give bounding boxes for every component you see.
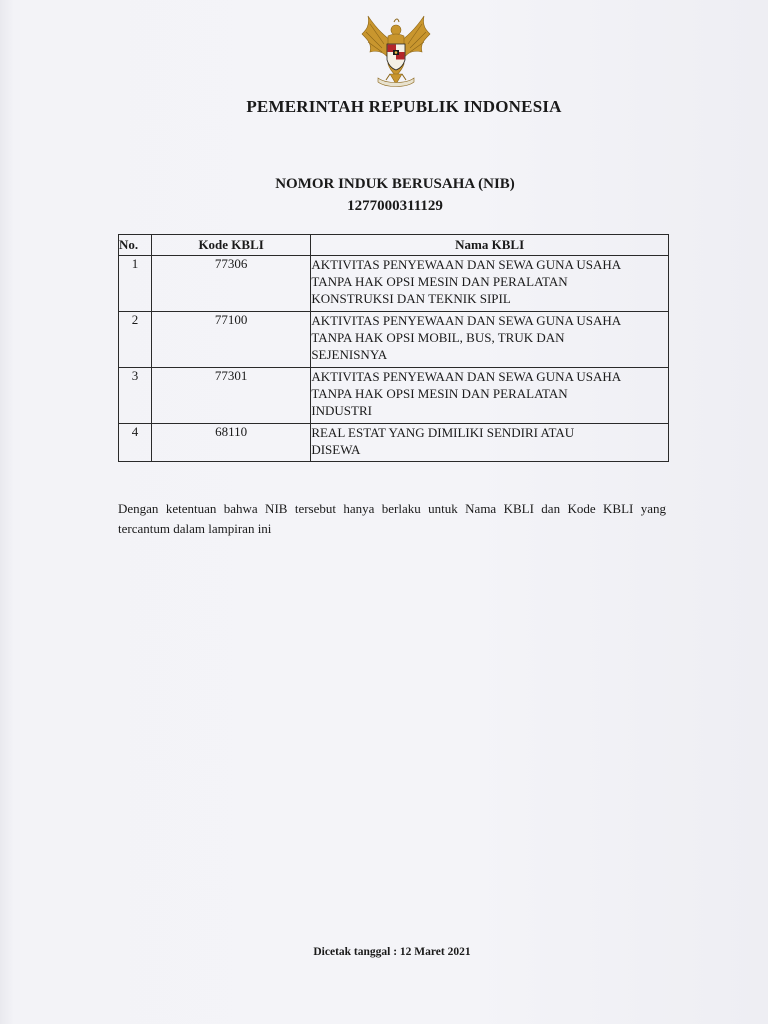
nama-kbli-cell [311, 368, 669, 424]
row-number: 4 [119, 424, 152, 462]
kbli-table [118, 234, 669, 462]
row-number: 2 [119, 312, 152, 368]
nib-number: 1277000311129 [347, 198, 443, 214]
kode-kbli-cell: 68110 [151, 424, 310, 462]
nama-kbli-line: INDUSTRI [311, 403, 372, 418]
table-row [119, 312, 669, 368]
nama-kbli-cell [311, 312, 669, 368]
nama-kbli-line: TANPA HAK OPSI MESIN DAN PERALATAN [311, 274, 568, 289]
nama-kbli-line: AKTIVITAS PENYEWAAN DAN SEWA GUNA USAHA [311, 257, 622, 272]
table-row [119, 368, 669, 424]
column-header-kode-kbli: Kode KBLI [151, 235, 310, 256]
column-header-no: No. [119, 235, 152, 256]
nama-kbli-line: DISEWA [311, 442, 361, 457]
nama-kbli-line: KONSTRUKSI DAN TEKNIK SIPIL [311, 291, 511, 306]
row-number: 1 [119, 256, 152, 312]
nama-kbli-line: REAL ESTAT YANG DIMILIKI SENDIRI ATAU [311, 425, 575, 440]
kode-kbli-cell: 77306 [151, 256, 310, 312]
row-number: 3 [119, 368, 152, 424]
nib-title: NOMOR INDUK BERUSAHA (NIB) [275, 176, 515, 192]
nama-kbli-line: TANPA HAK OPSI MOBIL, BUS, TRUK DAN [311, 330, 565, 345]
table-row [119, 424, 669, 462]
column-header-nama-kbli: Nama KBLI [311, 235, 669, 256]
nama-kbli-line: AKTIVITAS PENYEWAAN DAN SEWA GUNA USAHA [311, 369, 622, 384]
garuda-emblem-icon [358, 14, 434, 88]
government-title: PEMERINTAH REPUBLIK INDONESIA [246, 97, 562, 116]
kode-kbli-cell: 77301 [151, 368, 310, 424]
nama-kbli-cell [311, 424, 669, 462]
print-date: Dicetak tanggal : 12 Maret 2021 [313, 946, 471, 958]
kbli-table-header-row [119, 235, 669, 256]
validity-note: Dengan ketentuan bahwa NIB tersebut hanya berlaku untuk Nama KBLI dan Kode KBLI yang tercantum dalam lampiran ini [118, 501, 666, 536]
nama-kbli-cell [311, 256, 669, 312]
nama-kbli-line: TANPA HAK OPSI MESIN DAN PERALATAN [311, 386, 568, 401]
table-row [119, 256, 669, 312]
nama-kbli-line: AKTIVITAS PENYEWAAN DAN SEWA GUNA USAHA [311, 313, 622, 328]
kode-kbli-cell: 77100 [151, 312, 310, 368]
nama-kbli-line: SEJENISNYA [311, 347, 388, 362]
